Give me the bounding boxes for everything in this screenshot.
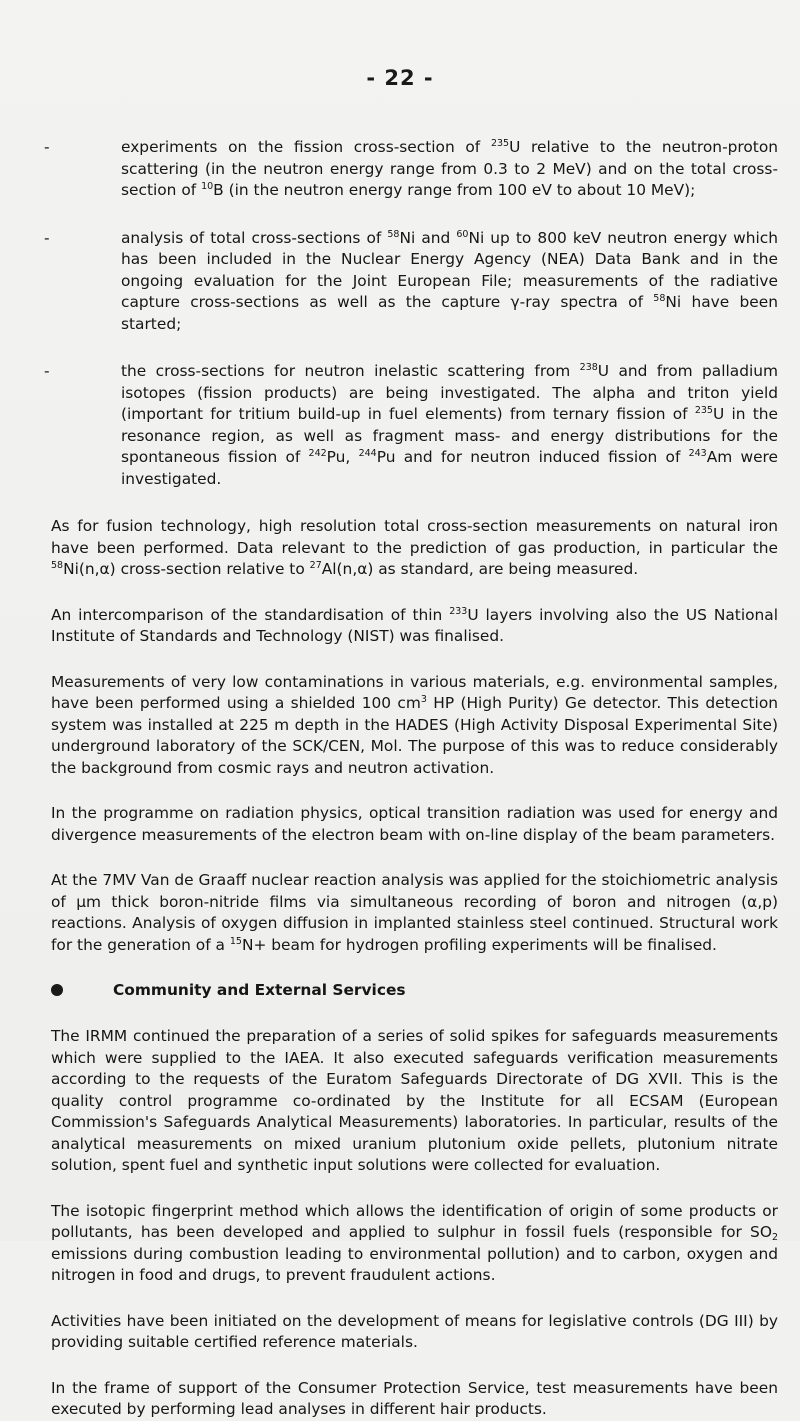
list-dash: - [44, 362, 50, 380]
paragraph-safeguards: The IRMM continued the preparation of a series of solid spikes for safeguards measurements which were supplied to the IAEA. It also executed safeguards verification measurements according to the requests of the Euratom Safeguards Directorate of DG XVII. This is the quality control programme co-ordinated by the Institute for all ECSAM (European Commission's Safeguards Analytical Measurements) laboratories. In particular, results of the analytical measurements on mixed uranium plutonium oxide pellets, plutonium nitrate solution, spent fuel and synthetic input solutions were collected for evaluation. [51, 1027, 778, 1174]
subscript: 2 [771, 1232, 778, 1243]
superscript: 235 [490, 138, 510, 149]
superscript: 3 [420, 694, 427, 705]
paragraph-low-contamination: Measurements of very low contaminations in various materials, e.g. environmental samples, have been performed using a shielded 100 $cm^3$ HP (High Purity) Ge detector. This detection system was installed at 225 m depth in the HADES (High Activity Disposal Experimental Site) underground laboratory of the SCK/CEN, Mol. The purpose of this was to reduce considerably the background from cosmic rays and neutron activation. [51, 672, 779, 777]
superscript: 27 [309, 560, 322, 571]
superscript: 243 [688, 448, 707, 459]
section-heading [51, 980, 778, 1002]
list-item [44, 361, 778, 490]
paragraph-intercomparison: An intercomparison of the standardisation of thin $^{233}$U layers involving also the US National Institute of Standards and Technology (NIST) was finalised. [51, 605, 778, 645]
bullet-dot-icon [51, 984, 63, 996]
paragraph-radiation-physics: In the programme on radiation physics, optical transition radiation was used for energy and divergence measurements of the electron beam with on-line display of the beam parameters. [51, 804, 778, 844]
superscript: 238 [579, 362, 598, 373]
list-item-text: analysis of total cross-sections of $^{58}$Ni and $^{60}$Ni up to 800 keV neutron energy which has been included in the Nuclear Energy Agency (NEA) Data Bank and in the ongoing evaluation for the Joint European File; measurements of the radiative capture cross-sections as well as the capture γ-ray spectra of $^{58}$Ni have been started; [121, 228, 779, 333]
paragraph-van-de-graaff: At the 7MV Van de Graaff nuclear reaction analysis was applied for the stoichiometric analysis of µm thick boron-nitride films via simultaneous recording of boron and nitrogen (α,p) reactions. Analysis of oxygen diffusion in implanted stainless steel continued. Structural work for the generation of a $^{15}$N+ beam for hydrogen profiling experiments will be finalised. [51, 871, 778, 954]
list-item [44, 137, 778, 202]
superscript: 10 [201, 181, 214, 192]
superscript: 235 [694, 405, 713, 416]
superscript: 58 [51, 560, 64, 571]
page-number: - 22 - [366, 66, 434, 90]
superscript: 15 [229, 935, 242, 947]
list-dash: - [44, 228, 50, 247]
superscript: 58 [387, 228, 400, 240]
superscript: 242 [308, 448, 327, 459]
superscript: 58 [653, 293, 666, 304]
section-heading-text: Community and External Services [113, 981, 406, 999]
superscript: 233 [449, 605, 468, 617]
list-dash: - [44, 138, 50, 156]
list-item-text: the cross-sections for neutron inelastic scattering from $^{238}$U and from palladium isotopes (fission products) are being investigated. The alpha and triton yield (important for tritium build-up in fuel elements) from ternary fission of $^{235}$U in the resonance region, as well as fragment mass- and energy distributions for the spontaneous fission of $^{242}$Pu, $^{244}$Pu and for neutron induced fission of $^{243}$Am were investigated. [121, 362, 778, 488]
list-item-text: experiments on the fission cross-section of $^{235}$U relative to the neutron-proton scattering (in the neutron energy range from 0.3 to 2 MeV) and on the total cross-section of $^{10}$B (in the neutron energy range from 100 eV to about 10 MeV); [121, 138, 778, 199]
paragraph-consumer-protection: In the frame of support of the Consumer Protection Service, test measurements have been executed by performing lead analyses in different hair products. [51, 1378, 778, 1418]
experiment-list [44, 137, 779, 490]
paragraph-fusion-technology: As for fusion technology, high resolution total cross-section measurements on natural iron have been performed. Data relevant to the prediction of gas production, in particular the $^{58}$Ni(n,α) cross-section relative to $^{27}$Al(n,α) as standard, are being measured. [51, 517, 778, 578]
paragraph-legislative-controls: Activities have been initiated on the development of means for legislative controls (DG III) by providing suitable certified reference materials. [51, 1311, 778, 1351]
superscript: 244 [358, 448, 377, 459]
superscript: 60 [456, 228, 469, 240]
list-item [44, 228, 779, 336]
paragraph-isotopic-fingerprint: The isotopic fingerprint method which allows the identification of origin of some products or pollutants, has been developed and applied to sulphur in fossil fuels (responsible for $SO_2$ emissions during combustion leading to environmental pollution) and to carbon, oxygen and nitrogen in food and drugs, to prevent fraudulent actions. [51, 1201, 778, 1284]
